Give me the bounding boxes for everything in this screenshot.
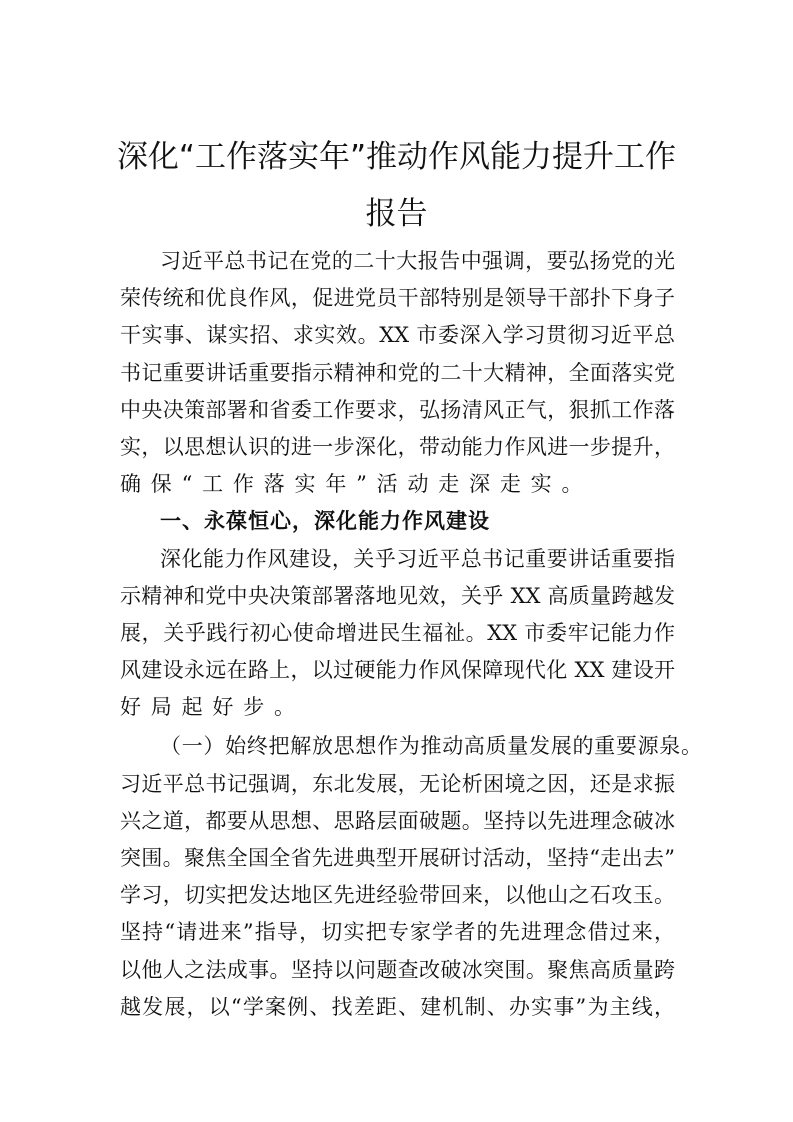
document-body: [0, 243, 793, 1026]
text-line: 习近平总书记在党的二十大报告中强调，要弘扬党的光: [160, 249, 675, 273]
text-line: 好局起好步。: [120, 695, 305, 720]
text-line: 习近平总书记强调，东北发展，无论析困境之因，还是求振: [120, 771, 675, 796]
text-line: 风建设永远在路上，以过硬能力作风保障现代化 XX 建设开: [120, 658, 675, 683]
text-line: 兴之道，都要从思想、思路层面破题。坚持以先进理念破冰: [120, 808, 675, 833]
paragraph-section-1: [0, 541, 793, 727]
text-line: 中央决策部署和省委工作要求，弘扬清风正气，狠抓工作落: [120, 397, 675, 422]
text-line: 突围。聚焦全国全省先进典型开展研讨活动，坚持“走出去”: [120, 846, 675, 870]
title-line-1: 深化“工作落实年”推动作风能力提升工作: [116, 139, 677, 175]
paragraph-intro: [0, 243, 793, 503]
text-line: 示精神和党中央决策部署落地见效，关乎 XX 高质量跨越发: [120, 583, 675, 608]
text-line: （一）始终把解放思想作为推动高质量发展的重要源泉。: [160, 734, 702, 759]
text-line: 干实事、谋实招、求实效。XX 市委深入学习贯彻习近平总: [120, 323, 675, 348]
text-line: 书记重要讲话重要指示精神和党的二十大精神，全面落实党: [120, 360, 675, 385]
text-line: 实，以思想认识的进一步深化，带动能力作风进一步提升，: [120, 434, 675, 459]
text-line: 深化能力作风建设，关乎习近平总书记重要讲话重要指: [160, 546, 675, 571]
section-heading: [0, 503, 793, 540]
paragraph-subsection-1: [0, 728, 793, 1026]
text-line: 越发展，以“学案例、找差距、建机制、办实事”为主线，: [120, 994, 675, 1019]
text-line: 荣传统和优良作风，促进党员干部特别是领导干部扑下身子: [120, 286, 675, 311]
heading-text: 一、永葆恒心，深化能力作风建设: [160, 509, 490, 534]
text-line: 以他人之法成事。坚持以问题查改破冰突围。聚焦高质量跨: [120, 957, 675, 982]
text-line: 确保“工作落实年”活动走深走实。: [120, 472, 593, 497]
text-line: 坚持“请进来”指导，切实把专家学者的先进理念借过来，: [120, 920, 675, 945]
title-line-2: 报告: [365, 196, 428, 232]
text-line: 学习，切实把发达地区先进经验带回来，以他山之石攻玉。: [120, 883, 675, 908]
text-line: 展，关乎践行初心使命增进民生福祉。XX 市委牢记能力作: [120, 620, 675, 645]
